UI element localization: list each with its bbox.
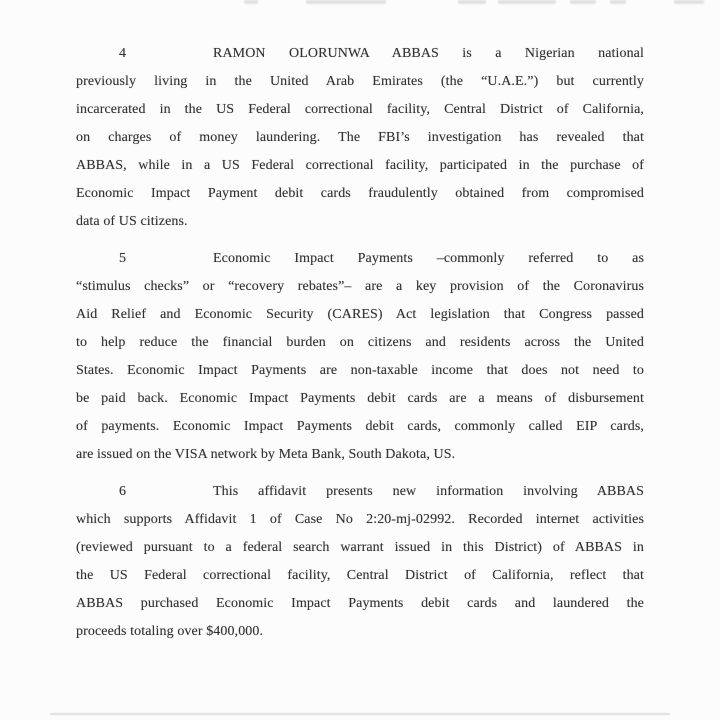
paragraph-line bbox=[76, 40, 644, 68]
paragraph-line: be paid back. Economic Impact Payments debit cards are a means of disbursement bbox=[76, 391, 644, 406]
paragraph-line: ABBAS, while in a US Federal correctional facility, participated in the purchase of bbox=[76, 158, 644, 173]
paragraph-number: 6 bbox=[119, 484, 127, 499]
paragraph-line: are issued on the VISA network by Meta Bank, South Dakota, US. bbox=[76, 447, 456, 462]
paragraph-line bbox=[76, 245, 644, 273]
paragraph-number: 4 bbox=[119, 46, 127, 61]
document-text-block bbox=[76, 40, 644, 646]
scan-artifact-top bbox=[498, 0, 556, 4]
scan-artifact-top bbox=[570, 0, 596, 4]
paragraph-line bbox=[76, 478, 644, 506]
paragraph-line: States. Economic Impact Payments are non-taxable income that does not need to bbox=[76, 363, 644, 378]
paragraph-4 bbox=[76, 40, 644, 236]
paragraph-line: “stimulus checks” or “recovery rebates”– are a key provision of the Coronavirus bbox=[76, 279, 644, 294]
paragraph-line: proceeds totaling over $400,000. bbox=[76, 624, 264, 639]
paragraph-text: Economic Impact Payments –commonly referred to as bbox=[213, 251, 644, 266]
scan-artifact-top bbox=[674, 0, 704, 4]
paragraph-6 bbox=[76, 478, 644, 646]
scan-artifact-top bbox=[244, 0, 258, 4]
paragraph-text: RAMON OLORUNWA ABBAS is a Nigerian national bbox=[213, 46, 644, 61]
paragraph-5 bbox=[76, 245, 644, 469]
scan-artifact-top bbox=[610, 0, 626, 4]
paragraph-text: This affidavit presents new information involving ABBAS bbox=[213, 484, 644, 499]
paragraph-line: data of US citizens. bbox=[76, 214, 188, 229]
paragraph-line: to help reduce the financial burden on citizens and residents across the United bbox=[76, 335, 644, 350]
paragraph-number: 5 bbox=[119, 251, 127, 266]
paragraph-line: Aid Relief and Economic Security (CARES) Act legislation that Congress passed bbox=[76, 307, 644, 322]
scan-artifact-top bbox=[458, 0, 486, 4]
paragraph-line: incarcerated in the US Federal correctional facility, Central District of California, bbox=[76, 102, 644, 117]
paragraph-line: (reviewed pursuant to a federal search warrant issued in this District) of ABBAS in bbox=[76, 540, 644, 555]
paragraph-line: which supports Affidavit 1 of Case No 2:20-mj-02992. Recorded internet activities bbox=[76, 512, 644, 527]
page-bottom-edge bbox=[50, 713, 670, 715]
paragraph-line: on charges of money laundering. The FBI’s investigation has revealed that bbox=[76, 130, 644, 145]
paragraph-line: previously living in the United Arab Emirates (the “U.A.E.”) but currently bbox=[76, 74, 644, 89]
paragraph-line: ABBAS purchased Economic Impact Payments debit cards and laundered the bbox=[76, 596, 644, 611]
paragraph-line: of payments. Economic Impact Payments debit cards, commonly called EIP cards, bbox=[76, 419, 644, 434]
paragraph-line: Economic Impact Payment debit cards fraudulently obtained from compromised bbox=[76, 186, 644, 201]
scan-artifact-top bbox=[306, 0, 386, 4]
paragraph-line: the US Federal correctional facility, Central District of California, reflect that bbox=[76, 568, 644, 583]
